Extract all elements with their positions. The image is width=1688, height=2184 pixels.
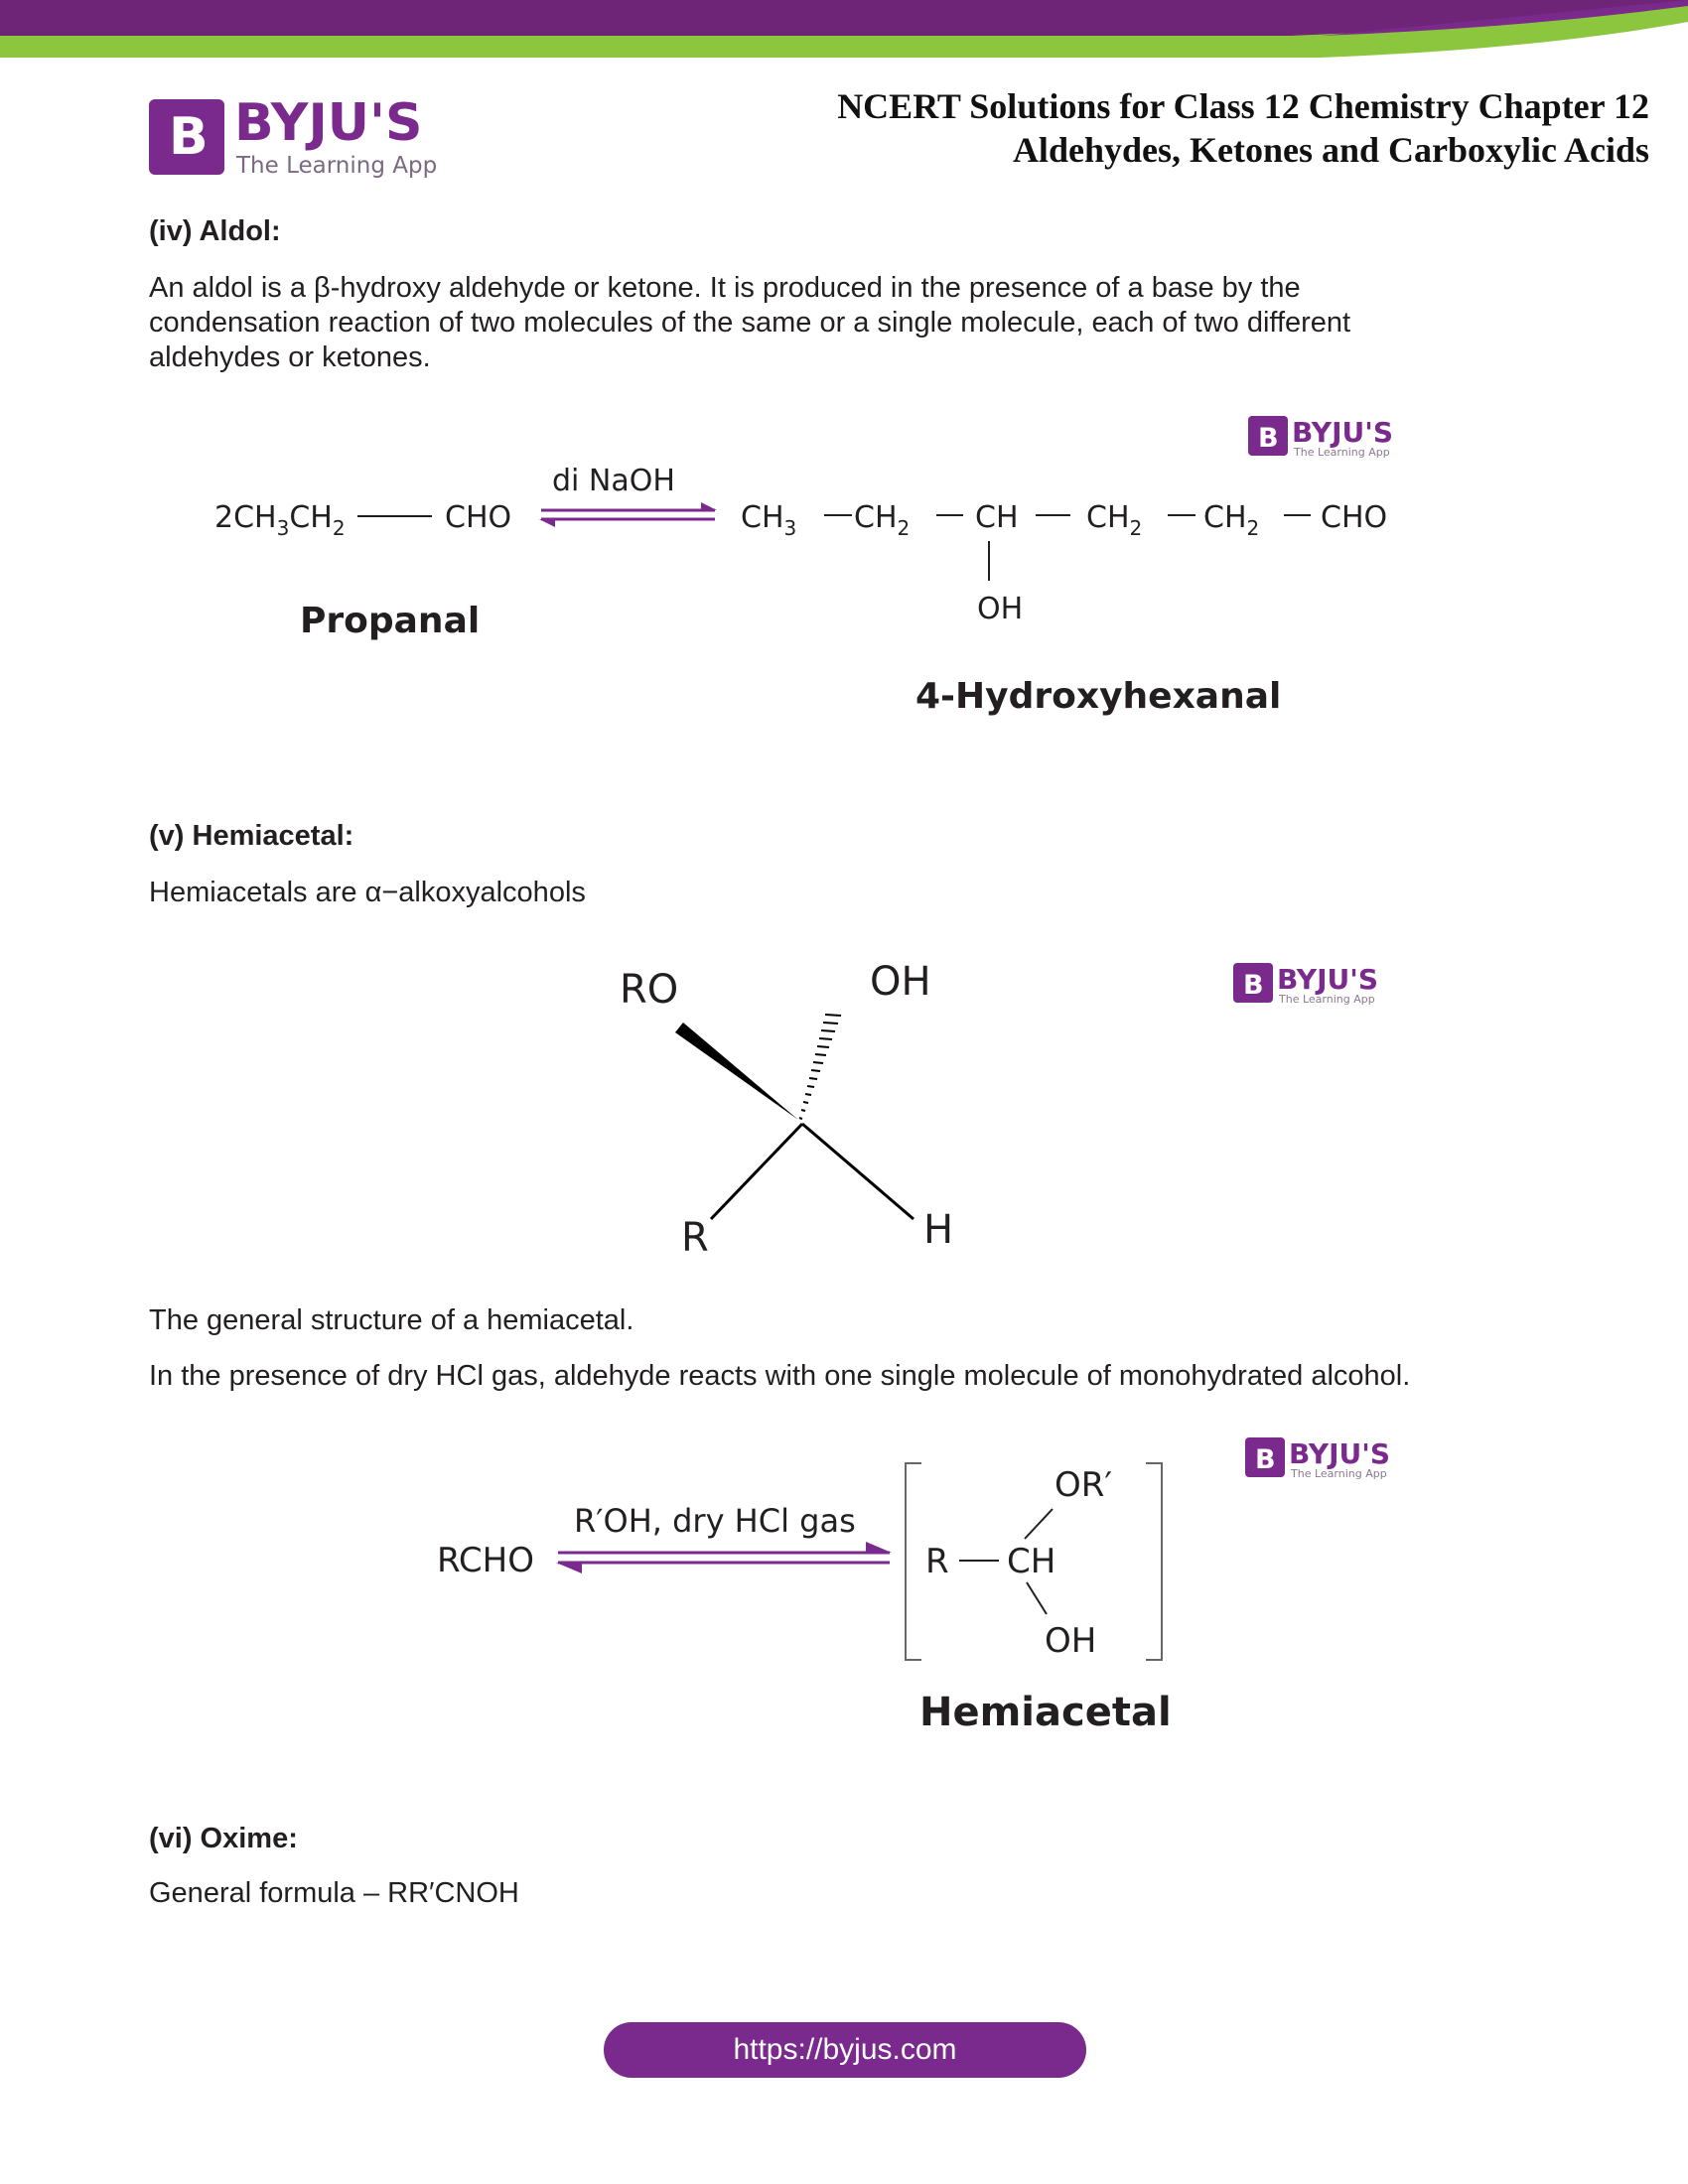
svg-text:CH2: $CH_2$	[854, 500, 911, 540]
wedge-bond	[675, 1023, 798, 1120]
hemiacetal-caption: The general structure of a hemiacetal.	[149, 1304, 634, 1336]
logo-letter: B	[169, 107, 209, 167]
logo-name: BYJU'S	[234, 93, 423, 153]
svg-text:BYJU'S: BYJU'S	[1292, 416, 1393, 449]
header-title-line1: NCERT Solutions for Class 12 Chemistry Chapter 12	[837, 86, 1649, 126]
structure-watermark-logo	[1233, 963, 1378, 1006]
svg-text:The Learning App: The Learning App	[1291, 1467, 1387, 1480]
product-ch: CH	[1007, 1542, 1056, 1581]
ro-label: RO	[620, 967, 679, 1013]
hemiacetal-structure	[596, 953, 1450, 1281]
svg-text:B: B	[1243, 970, 1264, 1001]
hemiacetal-text2: In the presence of dry HCl gas, aldehyde reacts with one single molecule of monohydrated alcohol.	[149, 1360, 1411, 1392]
reactant-rcho: RCHO	[437, 1541, 534, 1580]
oh-label: OH	[870, 959, 931, 1005]
bond-to-r	[711, 1124, 802, 1219]
product-formula	[741, 500, 1387, 626]
svg-text:B: B	[1255, 1444, 1276, 1475]
product-name: 4-Hydroxyhexanal	[915, 676, 1282, 717]
reactant-name: Propanal	[300, 601, 481, 641]
svg-text:CH: CH	[975, 500, 1019, 535]
oxime-heading: (vi) Oxime:	[149, 1823, 298, 1854]
product-oh: OH	[1045, 1621, 1097, 1661]
ch-oh-bond	[1027, 1582, 1047, 1614]
logo-tagline: The Learning App	[236, 153, 438, 179]
reaction-equilibrium-arrow	[556, 1542, 892, 1573]
svg-text:The Learning App: The Learning App	[1279, 993, 1375, 1006]
product-or-prime: OR′	[1055, 1465, 1113, 1505]
reagent-label: di NaOH	[552, 464, 675, 498]
svg-text:OH: OH	[977, 592, 1024, 626]
svg-text:B: B	[1258, 423, 1279, 454]
aldol-reaction-figure	[149, 402, 1440, 740]
footer-url-link[interactable]: https://byjus.com	[604, 2022, 1086, 2078]
svg-text:CH3: $CH_3$	[741, 500, 797, 540]
figure-watermark-logo	[1248, 416, 1393, 459]
aldol-text: An aldol is a β-hydroxy aldehyde or ketone. It is produced in the presence of a base by the condensation reaction of two molecules of the same or a single molecule, each of two different aldehydes or ketones.	[149, 272, 1351, 373]
top-banner	[0, 0, 1688, 60]
svg-text:BYJU'S: BYJU'S	[1289, 1437, 1390, 1470]
byjus-logo[interactable]	[149, 93, 447, 183]
svg-text:BYJU'S: BYJU'S	[1277, 963, 1378, 996]
oxime-text: General formula – RR′CNOH	[149, 1877, 519, 1909]
logo-icon	[149, 99, 224, 175]
left-bracket	[906, 1463, 921, 1660]
bond-to-h	[802, 1124, 914, 1219]
reaction-reagent: R′OH, dry HCl gas	[574, 1502, 856, 1540]
aldol-heading: (iv) Aldol:	[149, 215, 281, 247]
equilibrium-arrow	[539, 502, 717, 527]
header-title-line2: Aldehydes, Ketones and Carboxylic Acids	[1012, 130, 1649, 170]
product-hemiacetal-name: Hemiacetal	[919, 1690, 1172, 1735]
hashed-bond	[799, 1015, 841, 1119]
hemiacetal-heading: (v) Hemiacetal:	[149, 820, 354, 852]
right-bracket	[1146, 1463, 1162, 1660]
reaction-watermark-logo	[1245, 1437, 1390, 1480]
svg-text:The Learning App: The Learning App	[1294, 446, 1390, 459]
reactant-formula: $2CH_3CH_2$	[214, 500, 346, 540]
r-label: R	[681, 1215, 709, 1261]
reactant-cho: CHO	[445, 500, 512, 535]
ch-or-bond	[1025, 1509, 1053, 1539]
product-r: R	[925, 1542, 949, 1581]
svg-text:CHO: CHO	[1321, 500, 1388, 535]
svg-text:CH2: $CH_2$	[1086, 500, 1143, 540]
h-label: H	[923, 1207, 954, 1253]
svg-text:CH2: $CH_2$	[1203, 500, 1260, 540]
hemiacetal-text: Hemiacetals are α−alkoxyalcohols	[149, 877, 586, 908]
hemiacetal-reaction-figure	[417, 1420, 1450, 1747]
